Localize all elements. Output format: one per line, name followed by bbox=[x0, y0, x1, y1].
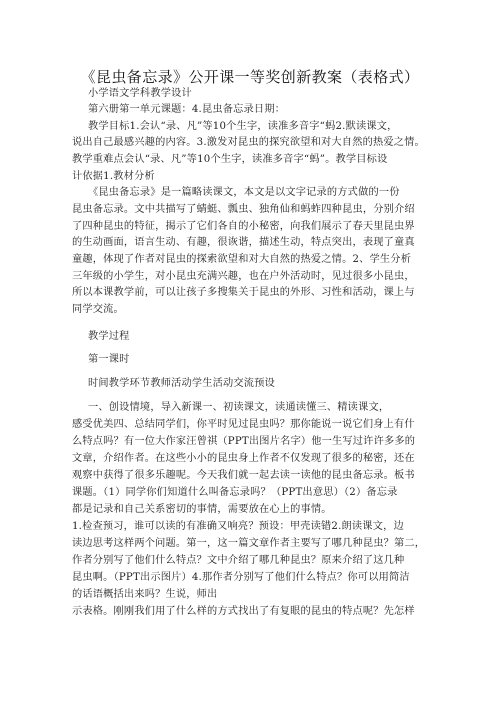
text-line: 示表格。刚刚我们用了什么样的方式找出了有复眼的昆虫的特点呢？先怎样 bbox=[72, 606, 415, 617]
text-line: 一、创设情境，导入新课一、初读课文，读通读懂三、精读课文， bbox=[88, 402, 390, 413]
table-header: 时间教学环节教师活动学生活动交流预设 bbox=[88, 378, 275, 389]
section-heading: 教学过程 bbox=[88, 331, 130, 342]
text-line: 同学交流。 bbox=[72, 304, 124, 315]
subject-label: 小学语文学科教学设计 bbox=[88, 88, 192, 99]
text-line: 计依据1.教材分析 bbox=[72, 171, 155, 182]
section-heading: 第一课时 bbox=[88, 354, 130, 365]
document-title: 《昆虫备忘录》公开课一等奖创新教案（表格式） bbox=[80, 68, 420, 86]
text-line: 昆虫啊。（PPT出示图片）4.那作者分别写了他们什么特点？你可以用简洁 bbox=[72, 572, 410, 583]
text-line: 三年级的小学生，对小昆虫充满兴趣，也在户外活动时，见过很多小昆虫， bbox=[72, 271, 415, 282]
text-line: 感受优美四、总结同学们，你平时见过昆虫吗？那你能说一说它们身上有什 bbox=[72, 419, 415, 430]
lesson-header: 第六册第一单元课题：4.昆虫备忘录日期： bbox=[88, 104, 286, 115]
text-line: 《昆虫备忘录》是一篇略读课文，本文是以文字记录的方式做的一份 bbox=[88, 187, 400, 198]
text-line: 昆虫备忘录。文中共描写了蜻蜓、瓢虫、独角仙和蚂蚱四种昆虫，分别介绍 bbox=[72, 204, 415, 215]
text-line: 的生动画面，语言生动、有趣，很诙谐，描述生动，特点突出，表现了童真 bbox=[72, 237, 415, 248]
text-line: 观察中获得了很多乐趣呢。今天我们就一起去读一读他的昆虫备忘录。板书 bbox=[72, 470, 415, 481]
text-line: 文章，介绍作者。在这些小小的昆虫身上作者不仅发现了很多的秘密，还在 bbox=[72, 453, 415, 464]
text-line: 课题。（1）同学你们知道什么叫备忘录吗？（PPT出意思）（2）备忘录 bbox=[72, 487, 398, 498]
text-line: 读边思考这样两个问题。第一，这一篇文章作者主要写了哪几种昆虫？第二， bbox=[72, 538, 426, 549]
text-line: 说出自己最感兴趣的内容。3.激发对昆虫的探究欲望和对大自然的热爱之情。 bbox=[72, 137, 425, 148]
text-line: 的话语概括出来吗？生说，师出 bbox=[72, 589, 218, 600]
text-line: 了四种昆虫的特征，揭示了它们各自的小秘密，向我们展示了春天里昆虫界 bbox=[72, 221, 415, 232]
text-line: 么特点吗？有一位大作家汪曾祺（PPT出图片名字）他一生写过许许多多的 bbox=[72, 436, 416, 447]
text-line: 教学目标1.会认“录、凡”等10个生字，读准多音字“蚂2.默读课文， bbox=[88, 121, 398, 132]
text-line: 1.检查预习，谁可以读的有准确又响亮？预设：甲壳读错2.朗读课文，边 bbox=[72, 521, 404, 532]
text-line: 童趣，体现了作者对昆虫的探索欲望和对大自然的热爱之情。2、学生分析 bbox=[72, 254, 412, 265]
text-line: 所以本课教学前，可以让孩子多搜集关于昆虫的外形、习性和活动，课上与 bbox=[72, 287, 415, 298]
text-line: 教学重难点会认“录、凡”等10个生字，读准多音字“蚂”。教学目标设 bbox=[72, 154, 388, 165]
text-line: 作者分别写了他们什么特点？文中介绍了哪几种昆虫？原来介绍了这几种 bbox=[72, 555, 405, 566]
text-line: 都是记录和自己关系密切的事情，需要放在心上的事情。 bbox=[72, 504, 332, 515]
